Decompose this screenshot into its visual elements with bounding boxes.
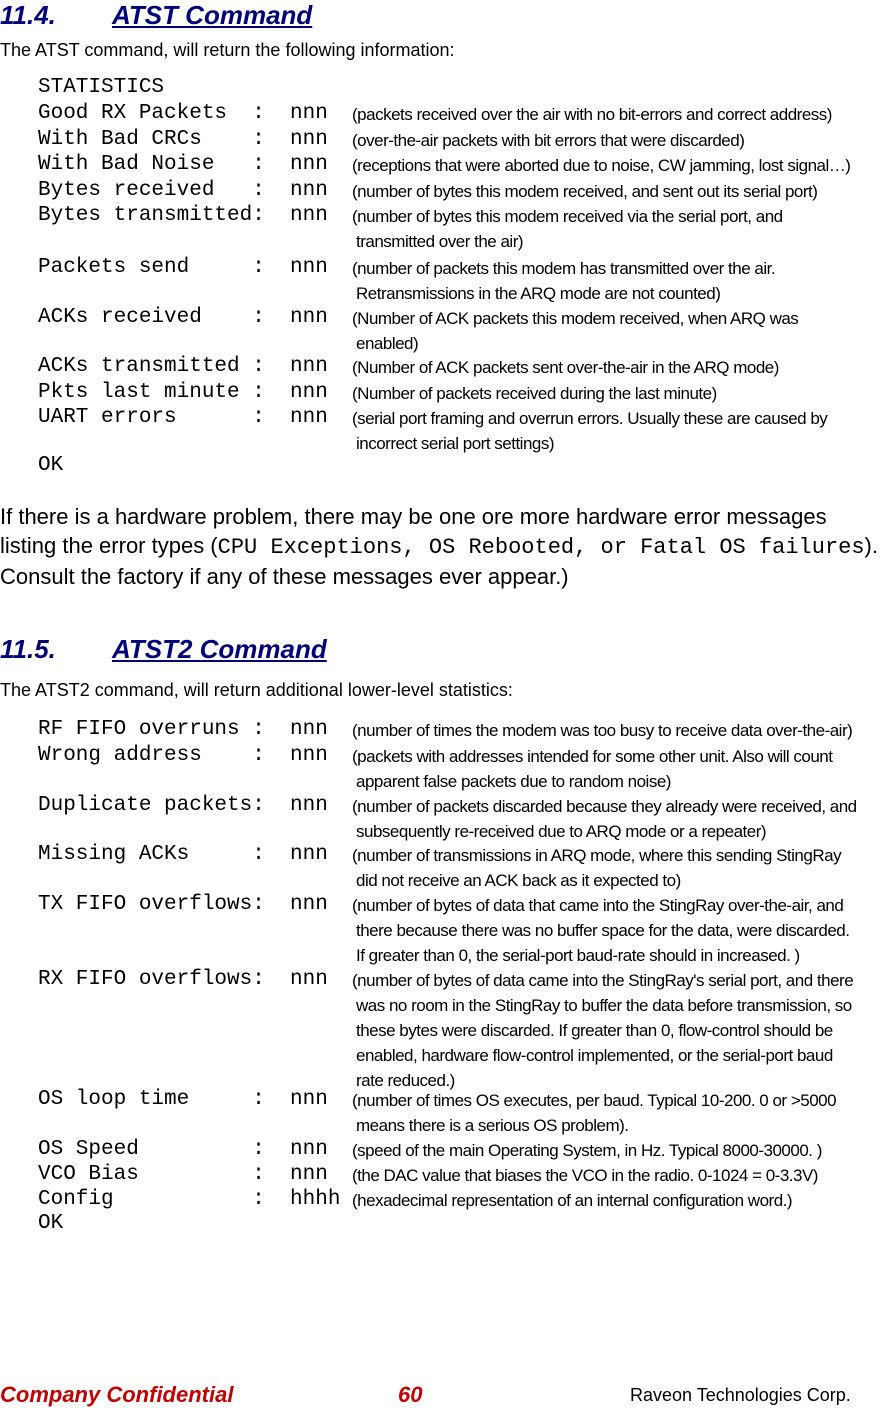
stat-description <box>352 256 775 306</box>
paragraph-text-2: ). Consult the factory if any of these messages ever appear.) <box>0 533 878 589</box>
stat-description <box>352 355 779 380</box>
stat-label: ACKs received : nnn <box>38 306 328 329</box>
stat-description-line: (number of bytes of data that came into the StingRay over-the-air, and <box>352 896 844 915</box>
section-title: ATST Command <box>112 0 313 30</box>
stat-description-line: (serial port framing and overrun errors. Usually these are caused by <box>352 409 828 428</box>
footer-company: Raveon Technologies Corp. <box>630 1385 851 1405</box>
stat-label: With Bad CRCs : nnn <box>38 128 328 151</box>
stat-label: VCO Bias : nnn <box>38 1163 328 1186</box>
stat-description <box>352 843 841 893</box>
atst-ok: OK <box>38 454 64 477</box>
hardware-error-paragraph <box>0 502 880 591</box>
stat-description-line: (hexadecimal representation of an internal configuration word.) <box>352 1191 793 1210</box>
stat-description-line: (number of bytes this modem received via the serial port, and <box>352 207 783 226</box>
stat-description-line: did not receive an ACK back as it expected to) <box>356 871 681 890</box>
stat-label: Bytes received : nnn <box>38 179 328 202</box>
stat-description-line: (number of bytes this modem received, and sent out its serial port) <box>352 182 818 201</box>
section-heading-11-4 <box>0 0 312 31</box>
stat-description <box>352 744 833 794</box>
stat-description <box>352 1138 822 1163</box>
stat-label: OS loop time : nnn <box>38 1088 328 1111</box>
stat-label: Duplicate packets: nnn <box>38 794 328 817</box>
section-intro: The ATST2 command, will return additional lower-level statistics: <box>0 680 513 700</box>
stat-label: Good RX Packets : nnn <box>38 102 328 125</box>
stat-description <box>352 1088 836 1138</box>
footer-page-number: 60 <box>398 1382 423 1407</box>
stat-description-line: (number of packets discarded because they already were received, and <box>352 797 857 816</box>
section-intro: The ATST command, will return the following information: <box>0 40 455 60</box>
stat-description-line: subsequently re-received due to ARQ mode or a repeater) <box>356 822 767 841</box>
stat-label: OS Speed : nnn <box>38 1138 328 1161</box>
stat-description-line: incorrect serial port settings) <box>356 434 555 453</box>
stat-description-line: (speed of the main Operating System, in Hz. Typical 8000-30000. ) <box>352 1141 822 1160</box>
stat-description-line: (packets received over the air with no bit-errors and correct address) <box>352 105 832 124</box>
stat-description-line: (number of bytes of data came into the StingRay's serial port, and there <box>352 971 854 990</box>
stat-description-line: (Number of ACK packets sent over-the-air in the ARQ mode) <box>352 358 779 377</box>
stat-label: Wrong address : nnn <box>38 744 328 767</box>
stat-description-line: means there is a serious OS problem). <box>356 1116 629 1135</box>
stat-description <box>352 718 852 743</box>
section-number: 11.5. <box>0 634 56 664</box>
stat-label: RX FIFO overflows: nnn <box>38 968 328 991</box>
stat-description-line: Retransmissions in the ARQ mode are not counted) <box>356 284 721 303</box>
stat-description-line: (number of times the modem was too busy to receive data over-the-air) <box>352 721 853 740</box>
stat-description-line: If greater than 0, the serial-port baud-rate should in increased. ) <box>356 946 800 965</box>
stat-label: Packets send : nnn <box>38 256 328 279</box>
stat-description <box>352 968 853 1093</box>
stat-description-line: (the DAC value that biases the VCO in the radio. 0-1024 = 0-3.3V) <box>352 1166 818 1185</box>
stat-description <box>352 794 857 844</box>
stat-description <box>352 1163 818 1188</box>
stat-label: RF FIFO overruns : nnn <box>38 718 328 741</box>
stat-description <box>352 1188 792 1213</box>
footer-confidential: Company Confidential <box>0 1382 234 1407</box>
section-number: 11.4. <box>0 0 56 30</box>
stat-description <box>352 893 849 968</box>
stat-description-line: (Number of ACK packets this modem received, when ARQ was <box>352 309 799 328</box>
stat-label: Pkts last minute : nnn <box>38 381 328 404</box>
stat-label: Missing ACKs : nnn <box>38 843 328 866</box>
stat-description-line: (over-the-air packets with bit errors that were discarded) <box>352 131 745 150</box>
stat-label: Bytes transmitted: nnn <box>38 204 328 227</box>
paragraph-text-1: If there is a hardware problem, there may be one ore more hardware error messages listing the error types ( <box>0 504 827 558</box>
stat-description-line: (number of transmissions in ARQ mode, where this sending StingRay <box>352 846 842 865</box>
stat-description-line: (packets with addresses intended for some other unit. Also will count <box>352 747 833 766</box>
stat-description-line: (number of times OS executes, per baud. Typical 10-200. 0 or >5000 <box>352 1091 837 1110</box>
stat-description-line: rate reduced.) <box>356 1071 455 1090</box>
atst2-ok: OK <box>38 1212 64 1235</box>
stat-description-line: apparent false packets due to random noise) <box>356 772 671 791</box>
stat-description-line: there because there was no buffer space for the data, were discarded. <box>356 921 850 940</box>
stat-description <box>352 102 832 127</box>
stat-description-line: transmitted over the air) <box>356 232 524 251</box>
stat-description <box>352 381 717 406</box>
stat-description-line: these bytes were discarded. If greater than 0, flow-control should be <box>356 1021 833 1040</box>
section-title: ATST2 Command <box>112 634 327 664</box>
stat-label: With Bad Noise : nnn <box>38 153 328 176</box>
stat-description-line: (number of packets this modem has transmitted over the air. <box>352 259 776 278</box>
stat-description-line: was no room in the StingRay to buffer the data before transmission, so <box>356 996 852 1015</box>
stat-description-line: enabled) <box>356 334 419 353</box>
stat-description-line: enabled, hardware flow-control implemented, or the serial-port baud <box>356 1046 833 1065</box>
section-heading-11-5 <box>0 634 327 665</box>
stat-label: TX FIFO overflows: nnn <box>38 893 328 916</box>
stat-label: UART errors : nnn <box>38 406 328 429</box>
stat-description <box>352 128 744 153</box>
error-types-code: CPU Exceptions, OS Rebooted, or Fatal OS failures <box>217 535 865 560</box>
stat-label: ACKs transmitted : nnn <box>38 355 328 378</box>
stat-description <box>352 204 783 254</box>
stat-description-line: (Number of packets received during the last minute) <box>352 384 717 403</box>
stat-description <box>352 406 827 456</box>
stat-description <box>352 153 850 178</box>
stat-description <box>352 179 817 204</box>
stat-description <box>352 306 798 356</box>
stat-description-line: (receptions that were aborted due to noise, CW jamming, lost signal…) <box>352 156 851 175</box>
statistics-header: STATISTICS <box>38 76 165 99</box>
stat-label: Config : hhhh <box>38 1188 341 1211</box>
